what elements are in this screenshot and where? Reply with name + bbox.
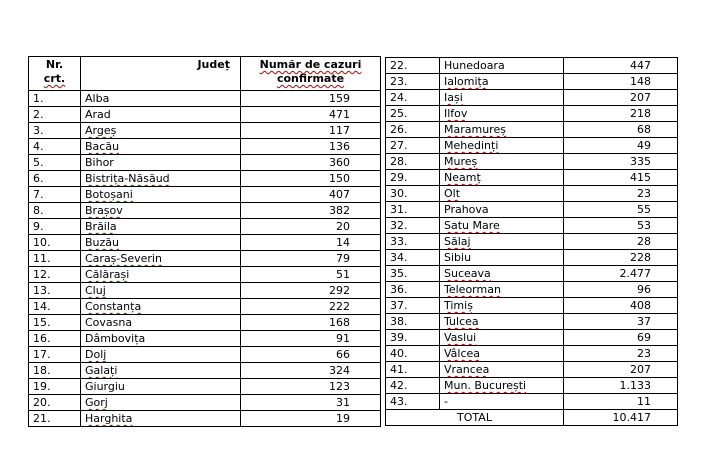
table-row (386, 122, 678, 138)
table-row (29, 187, 381, 203)
table-row (386, 346, 678, 362)
table-header-row (29, 57, 381, 91)
row-number: 40. (386, 346, 440, 362)
judet-name: Mureș (444, 155, 478, 168)
row-cazuri: 23 (564, 186, 678, 202)
table-row (386, 282, 678, 298)
row-cazuri: 11 (564, 394, 678, 410)
row-number: 13. (29, 283, 81, 299)
table-row (386, 138, 678, 154)
table-row (29, 203, 381, 219)
row-judet (440, 266, 564, 282)
row-number: 25. (386, 106, 440, 122)
row-number: 23. (386, 74, 440, 90)
judet-name: Vaslui (444, 331, 477, 344)
row-cazuri: 69 (564, 330, 678, 346)
table-row (29, 251, 381, 267)
judet-name: Maramureș (444, 123, 506, 136)
total-label: TOTAL (386, 410, 564, 426)
row-judet (440, 330, 564, 346)
row-judet (440, 106, 564, 122)
table-row (386, 314, 678, 330)
row-cazuri: 324 (241, 363, 381, 379)
judet-name: Brașov (85, 204, 123, 217)
table-row (386, 298, 678, 314)
table-row (29, 347, 381, 363)
row-judet (81, 331, 241, 347)
table-row (386, 90, 678, 106)
row-judet (81, 155, 241, 171)
table-row (386, 378, 678, 394)
row-number: 12. (29, 267, 81, 283)
row-cazuri: 31 (241, 395, 381, 411)
judet-name: Mehedinți (444, 139, 499, 152)
row-cazuri: 222 (241, 299, 381, 315)
row-cazuri: 66 (241, 347, 381, 363)
table-row (29, 219, 381, 235)
table-row (29, 411, 381, 427)
row-number: 5. (29, 155, 81, 171)
row-judet (81, 363, 241, 379)
judet-name: Vâlcea (444, 347, 481, 360)
row-cazuri: 415 (564, 170, 678, 186)
row-judet (440, 154, 564, 170)
judet-name: Covasna (85, 316, 133, 329)
table-row (386, 106, 678, 122)
judet-name: Bistrița-Năsăud (85, 172, 170, 185)
header-crt: crt. (43, 72, 66, 85)
cases-table-left (28, 56, 381, 427)
row-number: 8. (29, 203, 81, 219)
row-cazuri: 53 (564, 218, 678, 234)
row-number: 41. (386, 362, 440, 378)
row-number: 29. (386, 170, 440, 186)
row-cazuri: 150 (241, 171, 381, 187)
row-number: 31. (386, 202, 440, 218)
row-number: 37. (386, 298, 440, 314)
table-row (386, 266, 678, 282)
row-judet (81, 171, 241, 187)
row-judet (440, 346, 564, 362)
judet-name: Hunedoara (444, 59, 505, 72)
judet-name: Cluj (85, 284, 106, 297)
table-row (386, 202, 678, 218)
row-judet (440, 234, 564, 250)
row-cazuri: 407 (241, 187, 381, 203)
judet-name: Ialomița (444, 75, 489, 88)
row-cazuri: 207 (564, 90, 678, 106)
judet-name: Brăila (85, 220, 117, 233)
row-judet (440, 90, 564, 106)
judet-name: Galați (85, 364, 118, 377)
row-cazuri: 360 (241, 155, 381, 171)
row-judet (81, 395, 241, 411)
row-cazuri: 218 (564, 106, 678, 122)
table-row (386, 362, 678, 378)
table-row (386, 394, 678, 410)
judet-name: Ilfov (444, 107, 468, 120)
table-row (29, 379, 381, 395)
judet-name: Constanța (85, 300, 142, 313)
table-row (386, 74, 678, 90)
row-cazuri: 447 (564, 58, 678, 74)
table-row (386, 218, 678, 234)
header-cazuri-line1: Număr de cazuri (259, 58, 362, 71)
row-judet (81, 411, 241, 427)
row-judet (81, 379, 241, 395)
row-number: 21. (29, 411, 81, 427)
judet-name: Alba (85, 92, 110, 105)
judet-name: Giurgiu (85, 380, 125, 393)
row-number: 2. (29, 107, 81, 123)
judet-name: Botoșani (85, 188, 133, 201)
row-cazuri: 96 (564, 282, 678, 298)
row-number: 24. (386, 90, 440, 106)
row-number: 19. (29, 379, 81, 395)
judet-name: Buzău (85, 236, 120, 249)
cases-table-right (385, 57, 678, 426)
row-number: 38. (386, 314, 440, 330)
row-judet (81, 299, 241, 315)
row-number: 22. (386, 58, 440, 74)
row-cazuri: 20 (241, 219, 381, 235)
table-row (29, 331, 381, 347)
row-judet (81, 219, 241, 235)
judet-name: Vrancea (444, 363, 490, 376)
row-cazuri: 471 (241, 107, 381, 123)
row-number: 1. (29, 91, 81, 107)
table-row (386, 154, 678, 170)
row-cazuri: 123 (241, 379, 381, 395)
row-number: 6. (29, 171, 81, 187)
row-number: 4. (29, 139, 81, 155)
judet-name: Sălaj (444, 235, 471, 248)
row-judet (81, 347, 241, 363)
row-number: 11. (29, 251, 81, 267)
judet-name: Bihor (85, 156, 114, 169)
row-cazuri: 79 (241, 251, 381, 267)
table-row (29, 155, 381, 171)
table-row (29, 91, 381, 107)
row-judet (81, 315, 241, 331)
row-cazuri: 168 (241, 315, 381, 331)
table-row (29, 235, 381, 251)
row-cazuri: 408 (564, 298, 678, 314)
row-judet (440, 58, 564, 74)
row-judet (440, 218, 564, 234)
row-judet (440, 314, 564, 330)
judet-name: Sibiu (444, 251, 472, 264)
table-row (29, 107, 381, 123)
row-judet (81, 203, 241, 219)
row-number: 18. (29, 363, 81, 379)
table-row (29, 123, 381, 139)
header-judet: Județ (81, 57, 241, 91)
row-cazuri: 14 (241, 235, 381, 251)
judet-name: Iași (444, 91, 463, 104)
judet-name: Bacău (85, 140, 120, 153)
judet-name: Gorj (85, 396, 108, 409)
row-number: 34. (386, 250, 440, 266)
table-row (386, 58, 678, 74)
row-judet (440, 202, 564, 218)
row-cazuri: 55 (564, 202, 678, 218)
total-value: 10.417 (564, 410, 678, 426)
row-judet (81, 251, 241, 267)
table-row (29, 139, 381, 155)
row-judet (440, 170, 564, 186)
row-cazuri: 382 (241, 203, 381, 219)
table-row (29, 395, 381, 411)
judet-name: Tulcea (444, 315, 479, 328)
row-number: 27. (386, 138, 440, 154)
row-number: 39. (386, 330, 440, 346)
row-number: 26. (386, 122, 440, 138)
row-judet (440, 250, 564, 266)
row-cazuri: 28 (564, 234, 678, 250)
row-number: 17. (29, 347, 81, 363)
row-number: 7. (29, 187, 81, 203)
row-number: 36. (386, 282, 440, 298)
row-number: 33. (386, 234, 440, 250)
cases-table-left-body (29, 57, 381, 427)
judet-name: Dâmbovița (85, 332, 146, 345)
row-judet (440, 122, 564, 138)
row-number: 3. (29, 123, 81, 139)
row-number: 10. (29, 235, 81, 251)
row-judet (81, 283, 241, 299)
row-cazuri: 136 (241, 139, 381, 155)
row-judet (440, 74, 564, 90)
judet-name: Argeș (85, 124, 117, 137)
row-cazuri: 91 (241, 331, 381, 347)
row-judet (440, 298, 564, 314)
table-row (29, 283, 381, 299)
row-cazuri: 51 (241, 267, 381, 283)
row-number: 42. (386, 378, 440, 394)
row-cazuri: 335 (564, 154, 678, 170)
row-judet (440, 282, 564, 298)
judet-name: Olt (444, 187, 461, 200)
judet-name: Caraș-Severin (85, 252, 162, 265)
header-cazuri-line2: confirmate (276, 72, 345, 85)
row-number: 30. (386, 186, 440, 202)
table-row (386, 250, 678, 266)
row-number: 16. (29, 331, 81, 347)
row-judet (81, 235, 241, 251)
row-judet (81, 123, 241, 139)
row-cazuri: 148 (564, 74, 678, 90)
cases-table-right-body (386, 58, 678, 410)
table-row (386, 186, 678, 202)
row-judet (440, 186, 564, 202)
row-number: 14. (29, 299, 81, 315)
total-row (386, 410, 678, 426)
row-judet (81, 107, 241, 123)
row-judet (440, 362, 564, 378)
row-judet (440, 394, 564, 410)
table-row (386, 234, 678, 250)
judet-name: Neamț (444, 171, 481, 184)
row-number: 15. (29, 315, 81, 331)
judet-name: Prahova (444, 203, 489, 216)
table-row (386, 170, 678, 186)
row-number: 20. (29, 395, 81, 411)
judet-name: Timiș (444, 299, 473, 312)
row-cazuri: 1.133 (564, 378, 678, 394)
row-cazuri: 117 (241, 123, 381, 139)
header-nr-crt (29, 57, 81, 91)
row-cazuri: 23 (564, 346, 678, 362)
table-row (29, 171, 381, 187)
table-row (29, 267, 381, 283)
judet-name: Suceava (444, 267, 491, 280)
row-judet (81, 139, 241, 155)
judet-name: Satu Mare (444, 219, 500, 232)
judet-name: - (444, 395, 448, 408)
judet-name: Teleorman (444, 283, 501, 296)
row-cazuri: 2.477 (564, 266, 678, 282)
row-number: 43. (386, 394, 440, 410)
row-cazuri: 228 (564, 250, 678, 266)
row-cazuri: 37 (564, 314, 678, 330)
table-row (29, 363, 381, 379)
judet-name: Călărași (85, 268, 130, 281)
row-cazuri: 292 (241, 283, 381, 299)
row-number: 28. (386, 154, 440, 170)
row-judet (81, 267, 241, 283)
table-row (29, 315, 381, 331)
row-number: 32. (386, 218, 440, 234)
row-number: 35. (386, 266, 440, 282)
row-judet (81, 91, 241, 107)
row-judet (81, 187, 241, 203)
row-cazuri: 207 (564, 362, 678, 378)
row-cazuri: 159 (241, 91, 381, 107)
header-nr: Nr. (45, 58, 64, 71)
judet-name: Dolj (85, 348, 107, 361)
table-row (386, 330, 678, 346)
judet-name: Arad (85, 108, 111, 121)
judet-name: Harghita (85, 412, 133, 425)
judet-name: Mun. București (444, 379, 527, 392)
table-row (29, 299, 381, 315)
row-cazuri: 19 (241, 411, 381, 427)
row-cazuri: 49 (564, 138, 678, 154)
row-number: 9. (29, 219, 81, 235)
row-judet (440, 138, 564, 154)
row-cazuri: 68 (564, 122, 678, 138)
row-judet (440, 378, 564, 394)
header-cazuri (241, 57, 381, 91)
